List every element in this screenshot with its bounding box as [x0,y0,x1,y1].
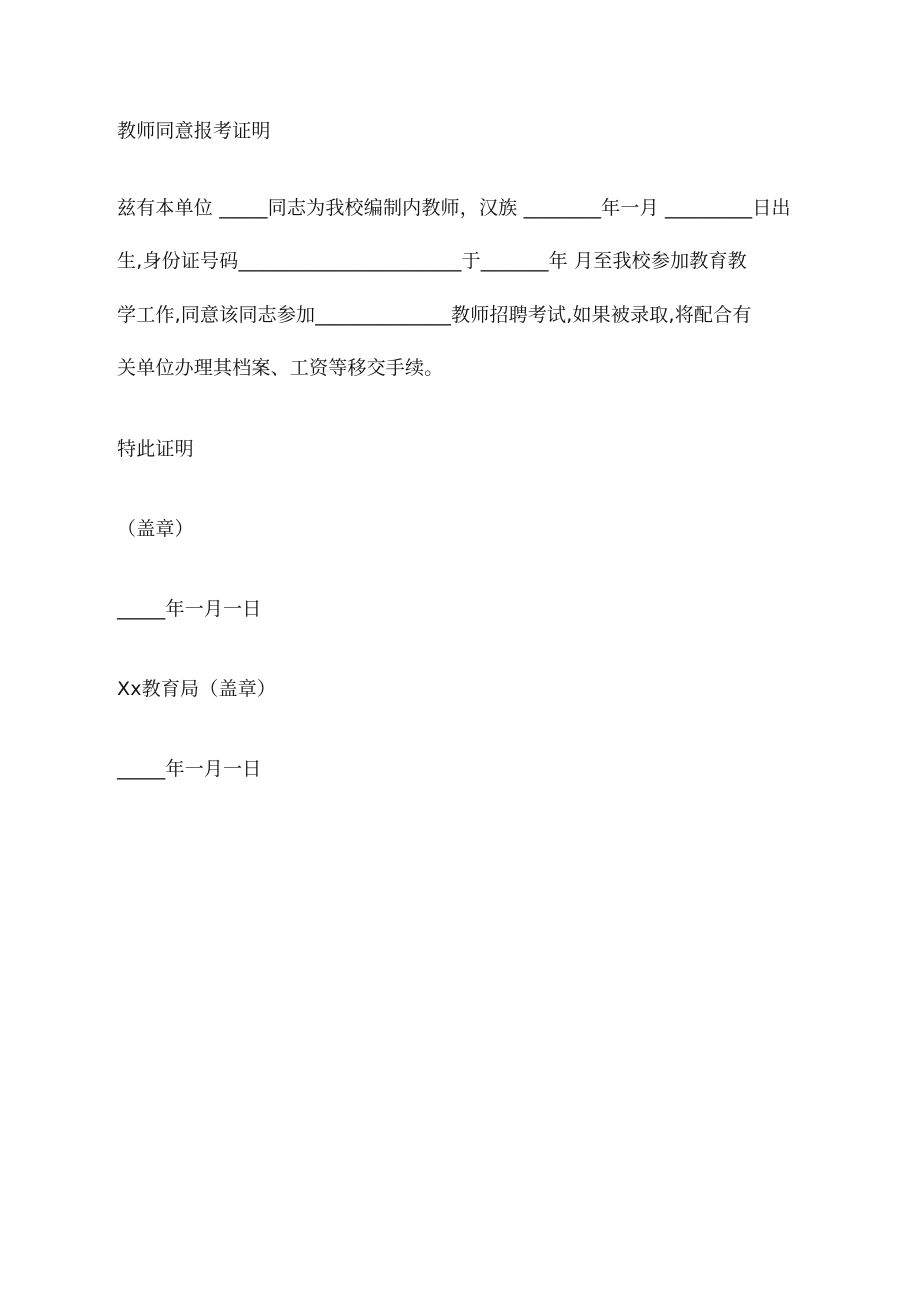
body-line-2: 生,身份证号码_______________________于_______年 月至我校参加教育教 [117,250,747,272]
bureau-seal-label: Xx教育局（盖章） [117,678,277,700]
body-line-1: 兹有本单位 _____同志为我校编制内教师，汉族 ________年一月 _________日出 [117,197,791,219]
bureau-date-line: _____年一月一日 [117,758,262,780]
body-line-3: 学工作,同意该同志参加______________教师招聘考试,如果被录取,将配合有 [117,304,752,326]
document-title: 教师同意报考证明 [117,120,271,142]
school-date-line: _____年一月一日 [117,598,262,620]
body-line-4: 关单位办理其档案、工资等移交手续。 [117,357,444,379]
certify-statement: 特此证明 [117,438,194,460]
school-seal-label: （盖章） [117,518,194,540]
